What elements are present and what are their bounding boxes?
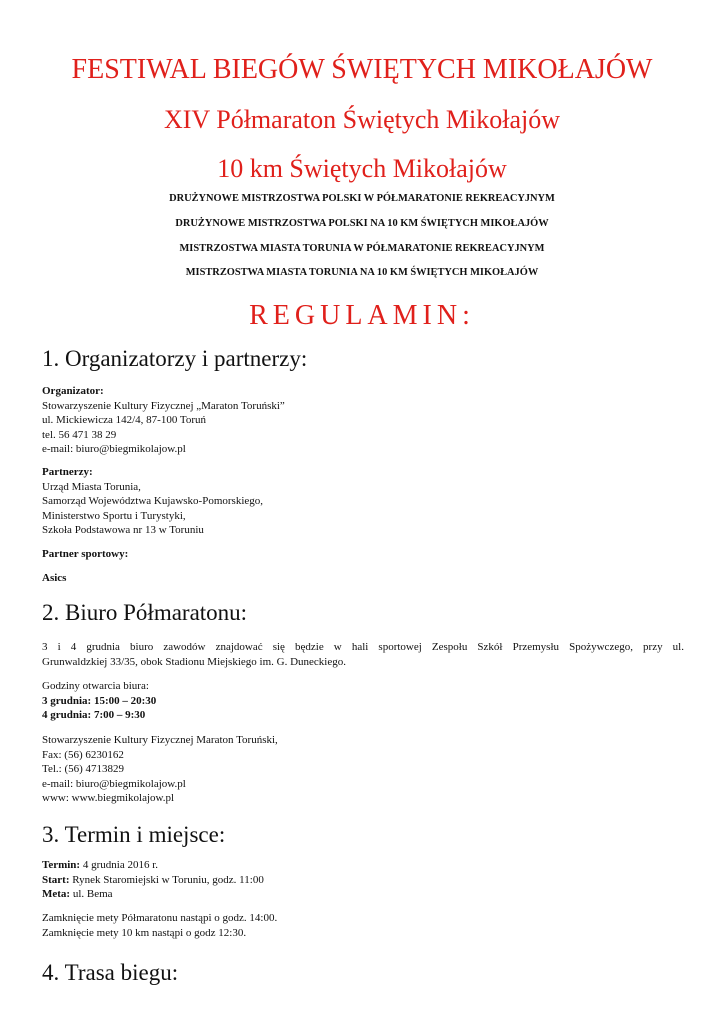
- organizer-line: ul. Mickiewicza 142/4, 87-100 Toruń: [42, 414, 206, 427]
- section-heading-route: 4. Trasa biegu:: [42, 960, 179, 985]
- contact-line: Tel.: (56) 4713829: [42, 763, 125, 776]
- office-hours-day: 3 grudnia: 15:00 – 20:30: [42, 694, 157, 707]
- organizer-block: [42, 384, 684, 457]
- partner-line: Szkoła Podstawowa nr 13 w Toruniu: [42, 524, 204, 537]
- finish-value: ul. Bema: [70, 888, 113, 901]
- section-heading-office: 2. Biuro Półmaratonu:: [42, 600, 248, 625]
- contact-line: Stowarzyszenie Kultury Fizycznej Maraton Toruński,: [42, 734, 278, 746]
- start-value: Rynek Staromiejski w Toruniu, godz. 11:00: [69, 873, 264, 886]
- contact-line: Fax: (56) 6230162: [42, 748, 124, 761]
- partner-line: Urząd Miasta Torunia,: [42, 480, 141, 493]
- section-heading-date-place: 3. Termin i miejsce:: [42, 822, 226, 847]
- championship-line: MISTRZOSTWA MIASTA TORUNIA W PÓŁMARATONIE REKREACYJNYM: [179, 243, 545, 254]
- contact-line: e-mail: biuro@biegmikolajow.pl: [42, 777, 186, 790]
- half-marathon-title: XIV Półmaraton Świętych Mikołajów: [164, 105, 560, 134]
- festival-title: FESTIWAL BIEGÓW ŚWIĘTYCH MIKOŁAJÓW: [71, 54, 653, 85]
- date-place-block: [42, 858, 684, 902]
- office-hours-label: Godziny otwarcia biura:: [42, 680, 149, 692]
- office-paragraph: [42, 640, 684, 669]
- term-row: [42, 858, 684, 873]
- partner-line: Ministerstwo Sportu i Turystyki,: [42, 509, 186, 522]
- partners-label: Partnerzy:: [42, 466, 93, 478]
- organizer-label: Organizator:: [42, 385, 104, 397]
- closing-times-block: [42, 911, 684, 940]
- office-hours-day: 4 grudnia: 7:00 – 9:30: [42, 709, 146, 722]
- championship-line: MISTRZOSTWA MIASTA TORUNIA NA 10 KM ŚWIĘTYCH MIKOŁAJÓW: [185, 267, 539, 278]
- term-label: Termin:: [42, 859, 81, 871]
- organizer-line: e-mail: biuro@biegmikolajow.pl: [42, 443, 186, 456]
- finish-row: [42, 887, 684, 902]
- organizer-line: tel. 56 471 38 29: [42, 428, 117, 441]
- championship-line: DRUŻYNOWE MISTRZOSTWA POLSKI NA 10 KM ŚWIĘTYCH MIKOŁAJÓW: [175, 218, 549, 229]
- start-label: Start:: [42, 873, 70, 886]
- finish-label: Meta:: [42, 888, 71, 901]
- sport-partner-value: Asics: [42, 572, 67, 584]
- championship-line: DRUŻYNOWE MISTRZOSTWA POLSKI W PÓŁMARATONIE REKREACYJNYM: [169, 193, 555, 204]
- organizer-line: Stowarzyszenie Kultury Fizycznej „Maraton Toruński”: [42, 399, 285, 412]
- section-heading-organizers: 1. Organizatorzy i partnerzy:: [42, 346, 308, 371]
- regulamin-heading: REGULAMIN:: [249, 300, 475, 331]
- sport-partner-block: [42, 547, 684, 562]
- sport-partner-label: Partner sportowy:: [42, 548, 129, 560]
- closing-line: Zamknięcie mety 10 km nastąpi o godz 12:30.: [42, 926, 247, 939]
- contact-line: www: www.biegmikolajow.pl: [42, 792, 175, 805]
- office-contact-block: [42, 733, 684, 806]
- closing-line: Zamknięcie mety Półmaratonu nastąpi o godz. 14:00.: [42, 912, 278, 924]
- ten-km-title: 10 km Świętych Mikołajów: [217, 154, 507, 183]
- partners-block: [42, 465, 684, 538]
- sport-partner-value-block: [42, 571, 684, 586]
- office-hours-block: [42, 679, 684, 723]
- office-paragraph-line: Grunwaldzkiej 33/35, obok Stadionu Miejskiego im. G. Duneckiego.: [42, 655, 346, 668]
- term-value: 4 grudnia 2016 r.: [80, 859, 159, 871]
- partner-line: Samorząd Województwa Kujawsko-Pomorskiego,: [42, 495, 264, 508]
- office-paragraph-line: 3 i 4 grudnia biuro zawodów znajdować się będzie w hali sportowej Zespołu Szkół Przemysłu Spożywczego, przy ul.: [42, 641, 684, 653]
- start-row: [42, 873, 684, 888]
